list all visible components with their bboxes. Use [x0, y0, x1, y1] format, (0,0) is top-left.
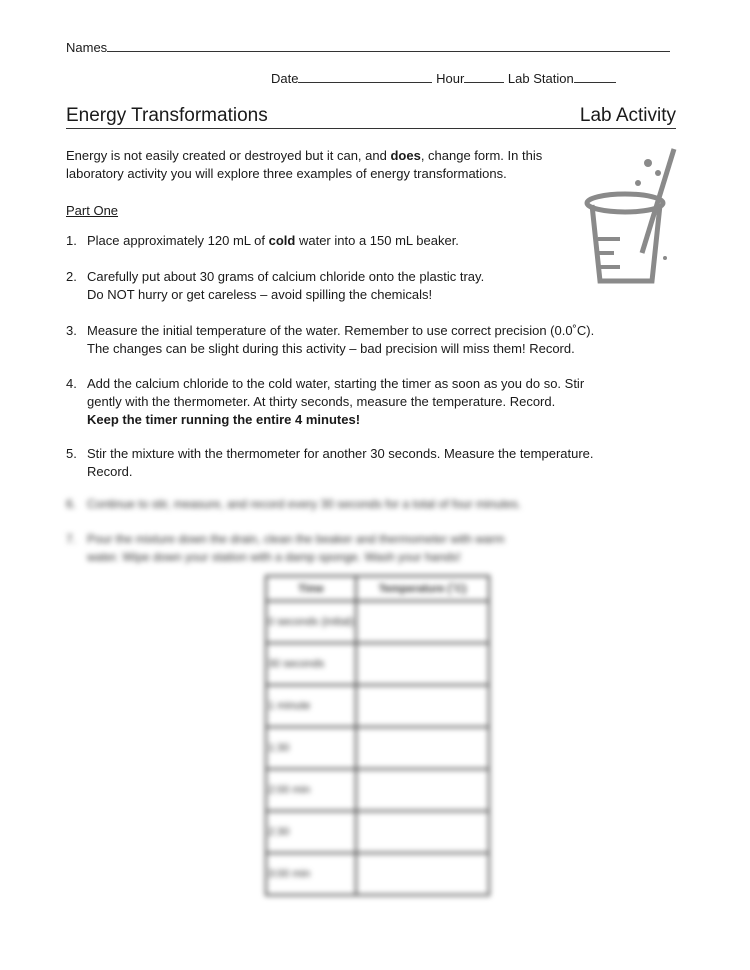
names-field[interactable]: [66, 39, 670, 55]
table-row: 2:30: [266, 811, 489, 853]
temperature-table: [265, 575, 490, 896]
step-6: 6. Continue to stir, measure, and record every 30 seconds for a total of four minutes.: [66, 497, 522, 511]
step-2: 2. Carefully put about 30 grams of calcium chloride onto the plastic tray. Do NOT hurry or get careless – avoid spilling the chemicals!: [66, 269, 485, 302]
step-4: 4. Add the calcium chloride to the cold water, starting the timer as soon as you do so. Stir gently with the thermometer. At thirty seconds, measure the temperature. Record. Keep the timer running the entire 4 minutes!: [66, 376, 585, 427]
table-row: 2:00 min: [266, 769, 489, 811]
table-row: 0 seconds (initial): [266, 601, 489, 643]
step-3: 3. Measure the initial temperature of the water. Remember to use correct precision (0.0˚C). The changes can be slight during this activity – bad precision will miss them! Record.: [66, 323, 595, 356]
part-one-heading: Part One: [66, 203, 119, 218]
station-blank[interactable]: [574, 70, 616, 83]
date-hour-station-row: [271, 70, 616, 86]
step-1: 1. Place approximately 120 mL of cold water into a 150 mL beaker.: [66, 233, 459, 248]
hour-label: Hour: [436, 71, 465, 86]
date-blank[interactable]: [298, 70, 432, 83]
table-row: 1 minute: [266, 685, 489, 727]
intro-paragraph: Energy is not easily created or destroyed but it can, and does, change form. In this laboratory activity you will explore three examples of energy transformations.: [66, 148, 543, 181]
date-label: Date: [271, 71, 299, 86]
names-blank[interactable]: [107, 39, 670, 52]
table-row: 30 seconds: [266, 643, 489, 685]
names-label: Names: [66, 40, 108, 55]
step-7: 7. Pour the mixture down the drain, clean the beaker and thermometer with warm water. Wipe down your station with a damp sponge. Wash your hands!: [66, 532, 505, 564]
hour-blank[interactable]: [464, 70, 504, 83]
table-row: 1:30: [266, 727, 489, 769]
table-row: 3:00 min: [266, 853, 489, 895]
page-title: Energy Transformations: [66, 105, 268, 126]
table-header-time: Time: [266, 576, 356, 601]
step-5: 5. Stir the mixture with the thermometer for another 30 seconds. Measure the temperature. Record.: [66, 446, 594, 479]
activity-label: Lab Activity: [579, 105, 676, 126]
station-label: Lab Station: [507, 71, 574, 86]
table-header-temperature: Temperature (˚C): [356, 576, 489, 601]
title-bar: [66, 105, 676, 129]
beaker-icon: [580, 143, 680, 293]
